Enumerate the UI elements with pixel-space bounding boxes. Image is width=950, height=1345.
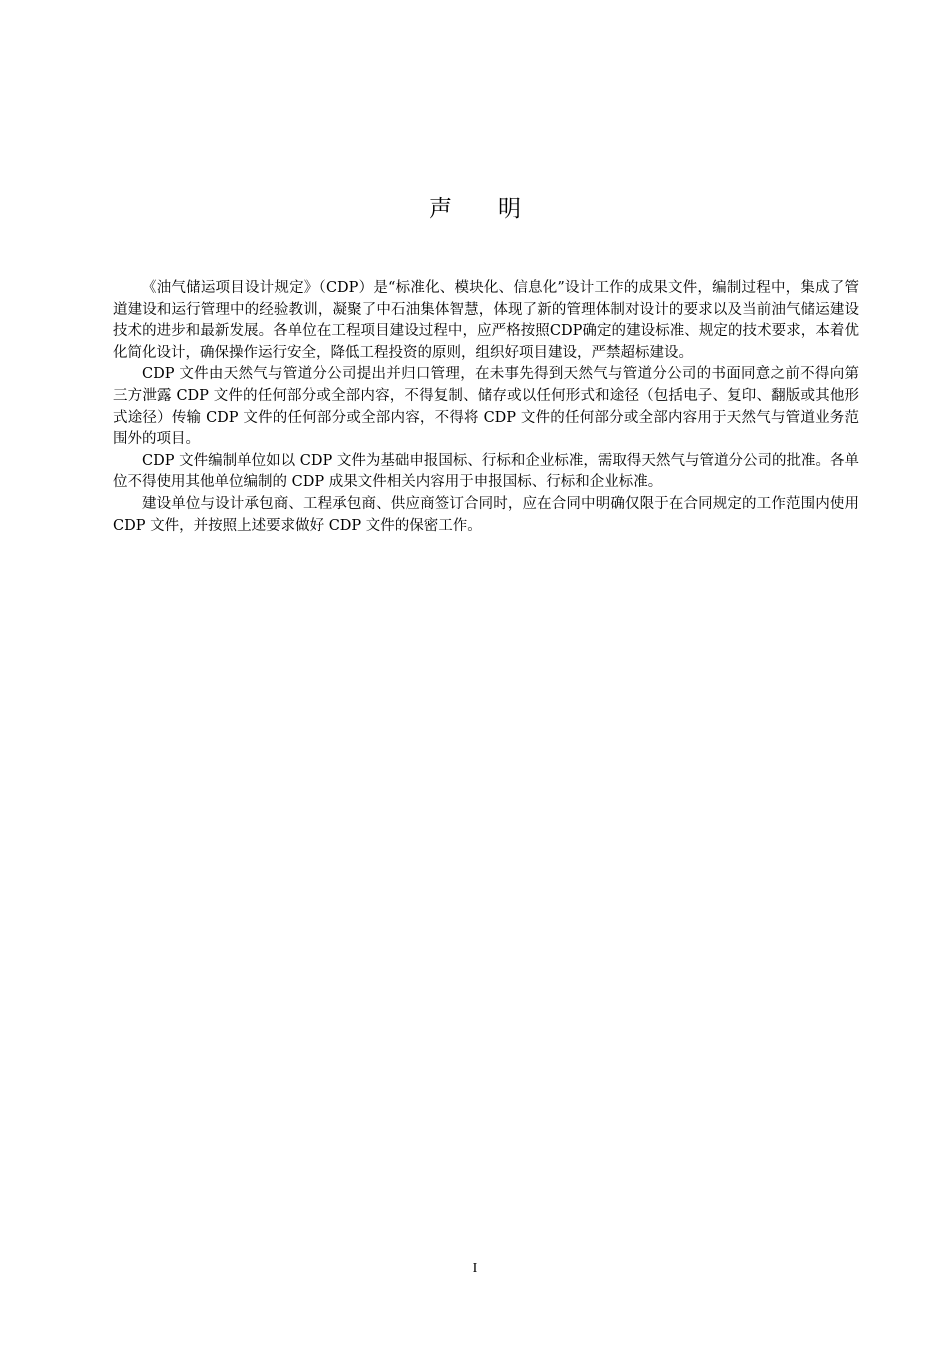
page-title: 声明 — [429, 196, 567, 222]
page-number: I — [472, 1261, 478, 1276]
paragraph-2: CDP 文件由天然气与管道分公司提出并归口管理，在未事先得到天然气与管道分公司的书面同意之前不得向第三方泄露 CDP 文件的任何部分或全部内容，不得复制、储存或以任何形式和途径（包括电子、复印、翻版或其他形式途径）传输 CDP 文件的任何部分或全部内容，不得将 CDP 文件的任何部分或全部内容用于天然气与管道业务范围外的项目。 — [113, 366, 859, 448]
statement-body — [113, 278, 859, 537]
paragraph-3: CDP 文件编制单位如以 CDP 文件为基础申报国标、行标和企业标准，需取得天然气与管道分公司的批准。各单位不得使用其他单位编制的 CDP 成果文件相关内容用于申报国标、行标和企业标准。 — [113, 452, 859, 491]
paragraph-4: 建设单位与设计承包商、工程承包商、供应商签订合同时，应在合同中明确仅限于在合同规定的工作范围内使用 CDP 文件，并按照上述要求做好 CDP 文件的保密工作。 — [113, 495, 859, 534]
paragraph-1: 《油气储运项目设计规定》（CDP）是“标准化、模块化、信息化”设计工作的成果文件，编制过程中，集成了管道建设和运行管理中的经验教训，凝聚了中石油集体智慧，体现了新的管理体制对设计的要求以及当前油气储运建设技术的进步和最新发展。各单位在工程项目建设过程中，应严格按照CDP确定的建设标准、规定的技术要求，本着优化简化设计，确保操作运行安全，降低工程投资的原则，组织好项目建设，严禁超标建设。 — [113, 280, 859, 361]
